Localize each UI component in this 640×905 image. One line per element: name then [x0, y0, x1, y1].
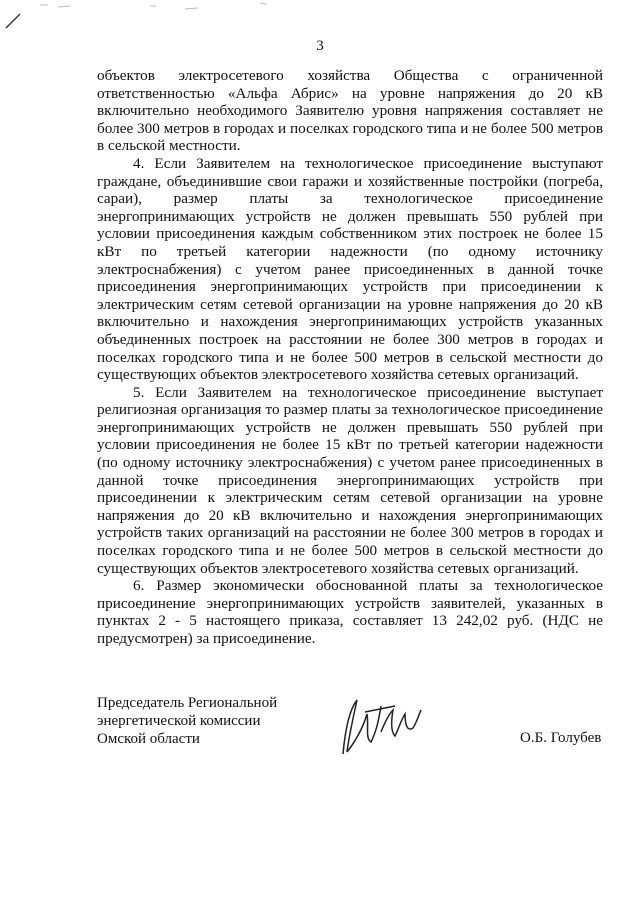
signatory-name: О.Б. Голубев: [520, 730, 602, 746]
signatory-title-line: Омской области: [97, 731, 200, 747]
paragraph-item-4: 4. Если Заявителем на технологическое присоединение выступают граждане, объединившие свои гаражи и хозяйственные постройки (погреба, сараи), размер платы за технологическое присоединение энергопринимающих устройств не должен превышать 550 рублей при условии присоединения каждым собственником этих построек не более 15 кВт по третьей категории надежности (по одному источнику электроснабжения) с учетом ранее присоединенных в данной точке присоединения энергопринимающих устройств при присоединении к электрическим сетям сетевой организации на уровне напряжения до 20 кВ включительно и нахождения энергопринимающих устройств указанных объединенных построек на расстоянии не более 300 метров в городах и поселках городского типа и не более 500 метров в сельской местности до существующих объектов электросетевого хозяйства сетевых организаций.: [97, 154, 603, 384]
document-body: [97, 67, 603, 648]
scan-mark: [0, 0, 640, 30]
signatory-title-line: энергетической комиссии: [97, 713, 261, 729]
signatory-title: [97, 694, 277, 748]
page-number: 3: [316, 38, 324, 54]
paragraph-item-6: 6. Размер экономически обоснованной платы за технологическое присоединение энергопринимающих устройств заявителей, указанных в пунктах 2 - 5 настоящего приказа, составляет 13 242,02 руб. (НДС не предусмотрен) за присоединение.: [97, 577, 603, 647]
paragraph-item-5: 5. Если Заявителем на технологическое присоединение выступает религиозная организация то размер платы за технологическое присоединение энергопринимающих устройств не должен превышать 550 рублей при условии присоединения не более 15 кВт по третьей категории надежности (по одному источнику электроснабжения) с учетом ранее присоединенных в данной точке присоединения энергопринимающих устройств при присоединении к электрическим сетям сетевой организации на уровне напряжения до 20 кВ включительно и нахождения энергопринимающих устройств таких организаций на расстоянии не более 300 метров в городах и поселках городского типа и не более 500 метров в сельской местности до существующих объектов электросетевого хозяйства сетевых организаций.: [97, 383, 603, 577]
paragraph-continuation: объектов электросетевого хозяйства Общества с ограниченной ответственностью «Альфа Абрис» на уровне напряжения до 20 кВ включительно необходимого Заявителю уровня напряжения составляет не более 300 метров в городах и поселках городского типа и не более 500 метров в сельской местности.: [97, 67, 603, 155]
signatory-title-line: Председатель Региональной: [97, 695, 278, 711]
handwritten-signature: [335, 692, 425, 762]
